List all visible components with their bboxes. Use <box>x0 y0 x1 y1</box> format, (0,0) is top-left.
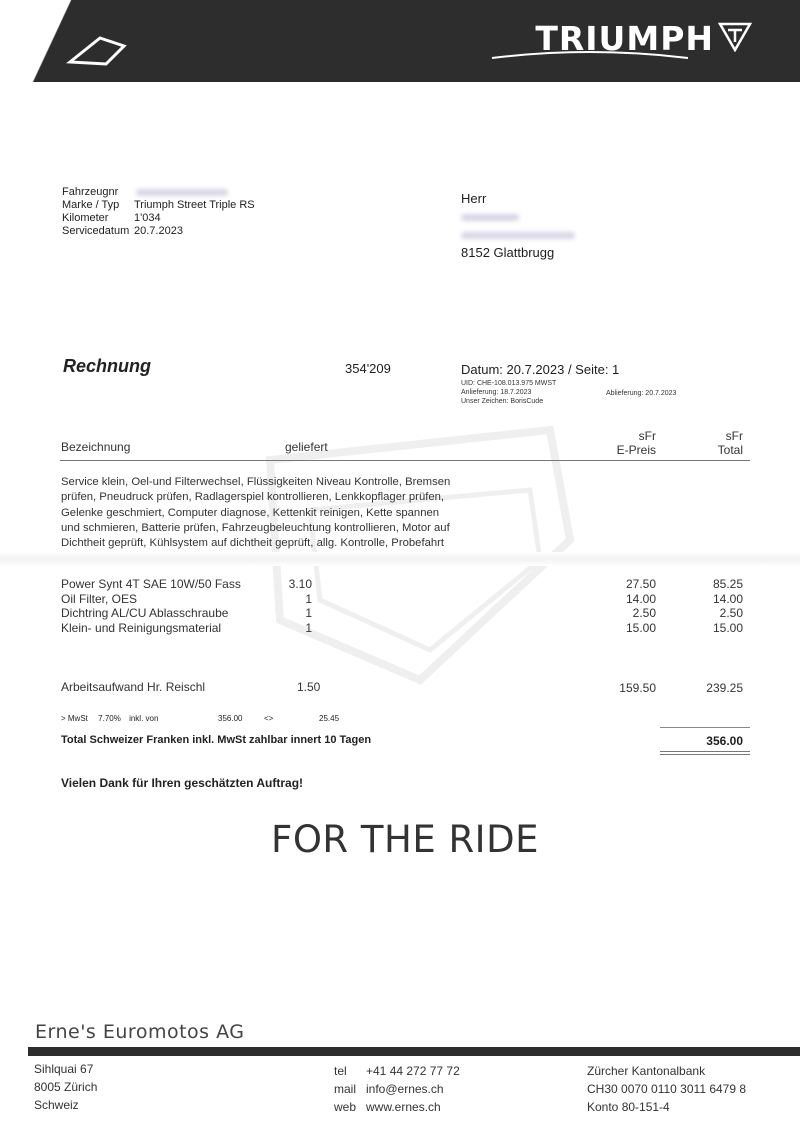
labor-total: 239.25 <box>706 681 743 695</box>
email-link[interactable]: info@ernes.ch <box>366 1082 444 1096</box>
vat-base: 356.00 <box>218 714 243 723</box>
item-total: 14.00 <box>712 591 743 606</box>
item-unit-prices <box>600 577 656 635</box>
table-row: Power Synt 4T SAE 10W/50 Fass <box>61 577 241 591</box>
invoice-ablieferung: Ablieferung: 20.7.2023 <box>606 390 677 397</box>
vat-arrow: <> <box>264 714 274 723</box>
invoice-uid: UID: CHE-108.013.975 MWST <box>461 380 557 387</box>
vat-rate: 7.70% <box>98 714 121 723</box>
vat-line <box>61 714 158 723</box>
triumph-logo-text: TRIUMPH <box>535 19 714 58</box>
footer-contact-values <box>366 1062 460 1116</box>
vehicle-value: Triumph Street Triple RS <box>134 199 255 211</box>
invoice-anlieferung: Anlieferung: 18.7.2023 <box>461 389 532 396</box>
invoice-number: 354'209 <box>345 361 391 376</box>
vat-label: > MwSt <box>61 714 88 723</box>
vehicle-row <box>62 186 255 199</box>
item-unit-price: 27.50 <box>625 577 656 591</box>
table-row: Dichtring AL/CU Ablasschraube <box>61 606 229 621</box>
col-epreis-currency: sFr <box>638 429 656 443</box>
logo-swoosh-icon <box>490 48 690 62</box>
table-row: Klein- und Reinigungsmaterial <box>61 620 222 635</box>
labor-qty: 1.50 <box>297 680 321 694</box>
invoice-meta <box>461 379 556 406</box>
slogan: FOR THE RIDE <box>271 818 539 861</box>
contact-label: web <box>334 1100 357 1114</box>
total-label: Total Schweizer Franken inkl. MwSt zahlbar innert 10 Tagen <box>61 734 372 746</box>
footer-bank <box>587 1062 746 1116</box>
address-line: 8005 Zürich <box>34 1080 98 1094</box>
col-geliefert: geliefert <box>285 440 328 454</box>
invoice-unser-zeichen: Unser Zeichen: BorisCude <box>461 398 544 405</box>
item-qty: 1 <box>305 620 312 635</box>
col-epreis: E-Preis <box>616 443 656 457</box>
bank-iban: CH30 0070 0110 3011 6479 8 <box>587 1082 747 1096</box>
redacted-recipient-street <box>461 232 575 239</box>
redacted-vehicle-number <box>136 189 228 196</box>
total-double-rule <box>660 754 750 755</box>
emblem-fragment-icon <box>60 28 130 68</box>
triumph-shield-icon <box>718 22 752 52</box>
item-total: 85.25 <box>712 577 743 591</box>
recipient-address <box>461 190 575 262</box>
vehicle-label: Servicedatum <box>62 225 130 237</box>
item-unit-price: 14.00 <box>625 591 656 606</box>
footer-rule <box>28 1047 800 1056</box>
thanks-message: Vielen Dank für Ihren geschätzten Auftrag! <box>61 776 304 790</box>
address-line: Schweiz <box>34 1098 79 1112</box>
redacted-recipient-name <box>461 214 519 221</box>
vehicle-row <box>62 225 255 238</box>
col-total: Total <box>717 443 743 457</box>
recipient-salutation: Herr <box>461 191 487 206</box>
service-description: Service klein, Oel-und Filterwechsel, Flüssigkeiten Niveau Kontrolle, Bremsen prüfen, Pneudruck prüfen, Radlagerspiel kontrollieren, Lenkkopflager prüfen, Gelenke geschmiert, Computer diagnose, Kettenkit reinigen, Kette spannen und schmieren, Batterie prüfen, Fahrzeugbeleuchtung kontrollieren, Motor auf Dichtheit geprüft, Kühlsystem auf dichtheit geprüft, allg. Kontrolle, Probefahrt <box>61 476 451 550</box>
vat-amount: 25.45 <box>319 714 340 723</box>
paper-fold <box>0 552 800 566</box>
item-total: 15.00 <box>712 620 743 635</box>
table-header-rule <box>60 460 750 461</box>
vehicle-row <box>62 199 255 212</box>
vehicle-value: 1'034 <box>134 212 161 224</box>
contact-label: mail <box>334 1082 357 1096</box>
invoice-date-page: Datum: 20.7.2023 / Seite: 1 <box>461 362 620 377</box>
item-total: 2.50 <box>719 606 743 621</box>
item-qty: 1 <box>305 591 312 606</box>
address-line: Sihlquai 67 <box>34 1062 94 1076</box>
vehicle-info <box>62 186 255 238</box>
item-unit-price: 15.00 <box>625 620 656 635</box>
total-double-rule <box>660 751 750 752</box>
total-top-rule <box>660 727 750 728</box>
footer-address <box>34 1060 97 1114</box>
table-row: Oil Filter, OES <box>61 591 138 606</box>
item-qtys <box>270 577 312 635</box>
item-qty: 1 <box>305 606 312 621</box>
item-names <box>61 577 241 635</box>
contact-label: tel <box>334 1064 347 1078</box>
vehicle-label: Marke / Typ <box>62 199 120 211</box>
item-unit-price: 2.50 <box>632 606 656 621</box>
vehicle-row <box>62 212 255 225</box>
item-qty: 3.10 <box>288 577 312 591</box>
vehicle-label: Fahrzeugnr <box>62 186 119 198</box>
total-value: 356.00 <box>706 734 743 748</box>
col-total-currency: sFr <box>725 429 743 443</box>
invoice-title: Rechnung <box>63 356 151 376</box>
bank-account: Konto 80-151-4 <box>587 1100 670 1114</box>
vehicle-value: 20.7.2023 <box>134 225 183 237</box>
vehicle-label: Kilometer <box>62 212 109 224</box>
vat-incl-label: inkl. von <box>129 714 159 723</box>
company-name: Erne's Euromotos AG <box>35 1021 245 1043</box>
phone-value: +41 44 272 77 72 <box>366 1064 460 1078</box>
labor-name: Arbeitsaufwand Hr. Reischl <box>61 680 206 694</box>
col-bezeichnung: Bezeichnung <box>61 440 131 454</box>
website-link[interactable]: www.ernes.ch <box>366 1100 441 1114</box>
bank-name: Zürcher Kantonalbank <box>587 1064 706 1078</box>
recipient-city: 8152 Glattbrugg <box>461 245 555 260</box>
labor-unit-price: 159.50 <box>619 681 656 695</box>
item-totals <box>680 577 743 635</box>
